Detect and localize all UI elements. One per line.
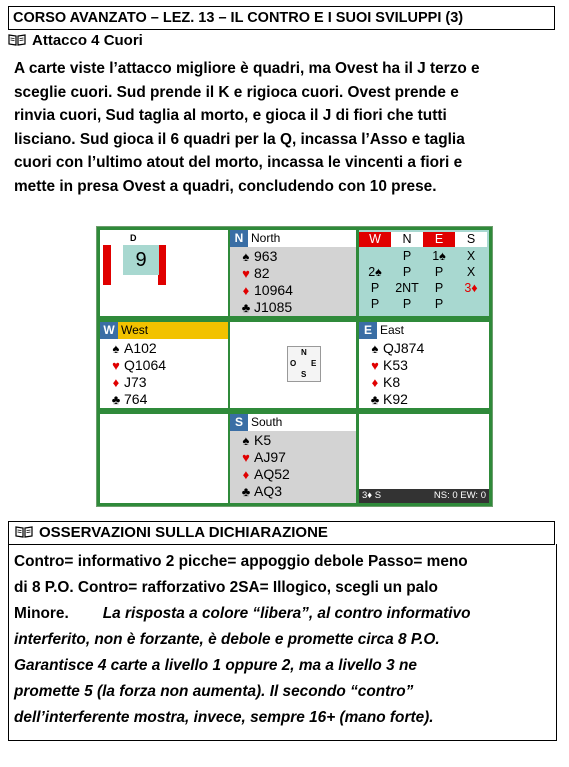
east-seat-badge: E	[359, 322, 377, 339]
north-hand	[230, 230, 356, 316]
bridge-deal-diagram	[96, 226, 493, 507]
contract-label: 3♦ S	[362, 490, 382, 501]
obs-line-italic: La risposta a colore “libera”, al contro informativo	[102, 605, 471, 622]
north-hearts	[238, 265, 270, 282]
south-seat-badge: S	[230, 414, 248, 431]
west-spades-cards: A102	[124, 340, 157, 356]
west-seat-badge: W	[100, 322, 118, 339]
north-spades	[238, 248, 277, 265]
east-spades	[367, 340, 424, 357]
board-indicator	[100, 230, 228, 316]
north-diamonds	[238, 282, 293, 299]
compass-south: S	[301, 370, 307, 379]
club-icon: ♣	[111, 392, 121, 407]
open-book-icon	[15, 526, 33, 538]
obs-paragraph	[14, 549, 549, 731]
bid-call: P	[434, 281, 444, 295]
obs-line: di 8 P.O. Contro= rafforzativo 2SA= Illogico, scegli un palo	[14, 579, 438, 596]
bid-call: X	[466, 265, 476, 279]
lead-paragraph	[14, 57, 557, 199]
diamond-icon: ♦	[371, 375, 379, 390]
heart-icon: ♥	[112, 358, 120, 373]
north-hearts-cards: 82	[254, 265, 270, 281]
bid-header-west: W	[359, 232, 391, 247]
spade-icon: ♠	[242, 249, 250, 264]
bid-call: 1♠	[432, 249, 446, 263]
compass-east: E	[311, 359, 317, 368]
open-book-icon	[8, 34, 26, 46]
bid-call: P	[434, 265, 444, 279]
lead-line: lisciano. Sud gioca il 6 quadri per la Q, incassa l’Asso e taglia	[14, 130, 465, 148]
diamond-icon: ♦	[112, 375, 120, 390]
east-clubs-cards: K92	[383, 391, 408, 407]
east-name: East	[380, 323, 405, 337]
spade-icon: ♠	[112, 341, 120, 356]
obs-text-box	[8, 544, 557, 741]
bid-call: 2♠	[368, 265, 382, 279]
board-number: 9	[123, 245, 159, 275]
west-hand	[100, 322, 228, 408]
west-clubs	[108, 391, 147, 408]
diamond-icon: ♦	[242, 283, 250, 298]
south-name: South	[251, 415, 283, 429]
south-hearts	[238, 449, 286, 466]
club-icon: ♣	[241, 300, 251, 315]
west-clubs-cards: 764	[124, 391, 148, 407]
south-diamonds	[238, 466, 290, 483]
north-diamonds-cards: 10964	[254, 282, 293, 298]
bid-call: 3♦	[464, 281, 478, 295]
lead-line: mette in presa Ovest a quadri, concludendo con 10 prese.	[14, 177, 437, 195]
vulnerability-bar-west	[103, 245, 111, 285]
bid-header-north: N	[391, 232, 423, 247]
west-spades	[108, 340, 157, 357]
lesson-title: CORSO AVANZATO – LEZ. 13 – IL CONTRO E I SUOI SVILUPPI (3)	[8, 6, 555, 30]
bidding-box	[359, 230, 489, 316]
bid-call	[359, 249, 391, 264]
obs-line: promette 5 (la forza non aumenta). Il secondo “contro”	[14, 683, 414, 700]
spade-icon: ♠	[371, 341, 379, 356]
bidding-grid	[359, 230, 489, 316]
east-hearts-cards: K53	[383, 357, 408, 373]
west-name: West	[121, 323, 149, 337]
north-spades-cards: 963	[254, 248, 278, 264]
west-hearts	[108, 357, 166, 374]
bid-call: P	[402, 297, 412, 311]
south-cards	[230, 431, 356, 503]
bid-call: P	[434, 297, 444, 311]
obs-line: interferito, non è forzante, è debole e promette circa 8 P.O.	[14, 631, 440, 648]
north-header	[230, 230, 356, 247]
north-clubs-cards: J1085	[254, 299, 293, 315]
heart-icon: ♥	[371, 358, 379, 373]
obs-line: Contro= informativo 2 picche= appoggio debole Passo= meno	[14, 553, 468, 570]
lead-line: cuori con l’ultimo atout del morto, incassa le vincenti a fiori e	[14, 154, 463, 172]
contract-result-bar	[359, 489, 489, 503]
south-clubs	[238, 483, 282, 500]
south-clubs-cards: AQ3	[254, 483, 283, 499]
obs-line	[14, 601, 549, 627]
south-spades	[238, 432, 271, 449]
compass-north: N	[301, 348, 307, 357]
west-diamonds	[108, 374, 147, 391]
score-label: NS: 0 EW: 0	[433, 490, 486, 501]
bid-call: 2NT	[395, 281, 419, 295]
east-clubs	[367, 391, 408, 408]
lead-line: rinvia cuori, Sud taglia al morto, e gioca il J di fiori che tutti	[14, 107, 447, 125]
bid-call: P	[402, 265, 412, 279]
bid-call: P	[370, 281, 380, 295]
obs-heading	[15, 524, 328, 541]
compass-west: O	[290, 359, 297, 368]
north-seat-badge: N	[230, 230, 248, 247]
south-header	[230, 414, 356, 431]
east-header	[359, 322, 489, 339]
west-diamonds-cards: J73	[124, 374, 147, 390]
diamond-icon: ♦	[242, 467, 250, 482]
bid-header-east: E	[423, 232, 455, 247]
compass-icon	[287, 346, 321, 382]
east-diamonds	[367, 374, 400, 391]
obs-line: Garantisce 4 carte a livello 1 oppure 2, ma a livello 3 ne	[14, 657, 417, 674]
club-icon: ♣	[370, 392, 380, 407]
north-clubs	[238, 299, 292, 316]
obs-line: dell’interferente mostra, invece, sempre 16+ (mano forte).	[14, 709, 434, 726]
bid-call	[455, 297, 487, 312]
bid-call: X	[466, 249, 476, 263]
club-icon: ♣	[241, 484, 251, 499]
lead-heading	[8, 32, 553, 49]
north-name: North	[251, 231, 281, 245]
bid-header-south: S	[455, 232, 487, 247]
east-diamonds-cards: K8	[383, 374, 401, 390]
south-diamonds-cards: AQ52	[254, 466, 290, 482]
west-cards	[100, 339, 228, 408]
south-hand	[230, 414, 356, 503]
table-center	[230, 322, 356, 408]
lead-line: sceglie cuori. Sud prende il K e rigioca cuori. Ovest prende e	[14, 83, 459, 101]
bid-call: P	[370, 297, 380, 311]
result-panel	[359, 414, 489, 503]
east-spades-cards: QJ874	[383, 340, 425, 356]
heart-icon: ♥	[242, 450, 250, 465]
obs-line-start: Minore.	[14, 605, 69, 622]
east-cards	[359, 339, 489, 408]
board-panel	[100, 230, 228, 316]
north-cards	[230, 247, 356, 316]
obs-heading-text: OSSERVAZIONI SULLA DICHIARAZIONE	[39, 524, 328, 541]
vulnerability-bar-east	[158, 245, 166, 285]
heart-icon: ♥	[242, 266, 250, 281]
east-hand	[359, 322, 489, 408]
south-hearts-cards: AJ97	[254, 449, 286, 465]
bid-call: P	[402, 249, 412, 263]
empty-panel-bottom-left	[100, 414, 228, 503]
east-hearts	[367, 357, 408, 374]
west-header	[100, 322, 228, 339]
lead-line: A carte viste l’attacco migliore è quadri, ma Ovest ha il J terzo e	[14, 60, 480, 77]
lead-heading-text: Attacco 4 Cuori	[32, 32, 143, 49]
west-hearts-cards: Q1064	[124, 357, 167, 373]
south-spades-cards: K5	[254, 432, 272, 448]
obs-heading-box	[8, 521, 555, 545]
spade-icon: ♠	[242, 433, 250, 448]
dealer-label: D	[130, 233, 137, 243]
